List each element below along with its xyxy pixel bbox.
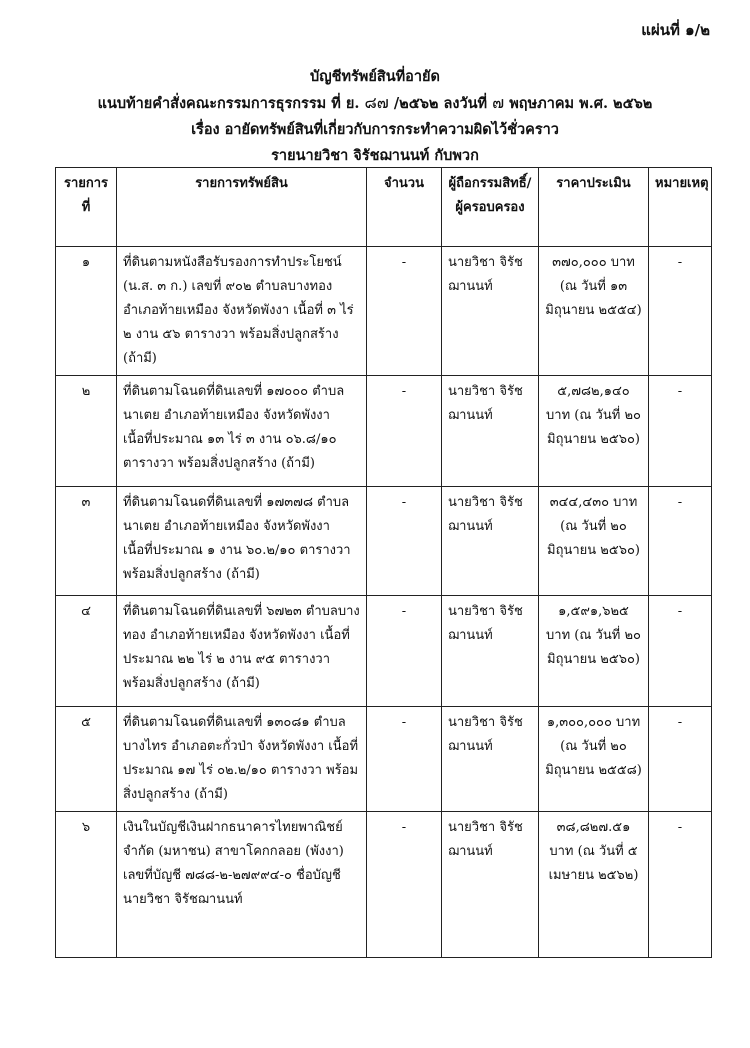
column-header-value: ราคาประเมิน [539,168,649,247]
cell-quantity: - [367,596,442,707]
cell-value: ๓๘,๘๒๗.๕๑ บาท (ณ วันที่ ๕ เมษายน ๒๕๖๒) [539,812,649,958]
cell-quantity: - [367,707,442,812]
cell-item: ที่ดินตามหนังสือรับรองการทำประโยชน์ (น.ส. ๓ ก.) เลขที่ ๙๐๒ ตำบลบางทอง อำเภอท้ายเหมือง จังหวัดพังงา เนื้อที่ ๓ ไร่ ๒ งาน ๕๖ ตารางวา พร้อมสิ่งปลูกสร้าง (ถ้ามี) [117,247,367,376]
order-year: /๒๕๖๒ ลงวันที่ [393,95,488,112]
case-name: รายนายวิชา จิรัชฌานนท์ กับพวก [271,147,479,164]
document-header [0,64,750,169]
cell-item: ที่ดินตามโฉนดที่ดินเลขที่ ๑๓๐๘๑ ตำบลบางไทร อำเภอตะกั่วป่า จังหวัดพังงา เนื้อที่ประมาณ ๑๗ ไร่ ๐๒.๒/๑๐ ตารางวา พร้อมสิ่งปลูกสร้าง (ถ้ามี) [117,707,367,812]
cell-quantity: - [367,812,442,958]
order-day: ๗ [492,93,505,112]
cell-remark: - [649,487,712,596]
cell-value: ๑,๓๐๐,๐๐๐ บาท (ณ วันที่ ๒๐ มิถุนายน ๒๕๕๘) [539,707,649,812]
document-subject: เรื่อง อายัดทรัพย์สินที่เกี่ยวกับการกระทำความผิดไว้ชั่วคราว [191,121,559,138]
cell-no: ๔ [56,596,117,707]
cell-value: ๓๔๔,๔๓๐ บาท (ณ วันที่ ๒๐ มิถุนายน ๒๕๖๐) [539,487,649,596]
table-header-row [56,168,712,247]
column-header-item: รายการทรัพย์สิน [117,168,367,247]
order-reference-line [0,90,750,117]
cell-item: ที่ดินตามโฉนดที่ดินเลขที่ ๑๗๐๐๐ ตำบลนาเตย อำเภอท้ายเหมือง จังหวัดพังงา เนื้อที่ประมาณ ๑๓ ไร่ ๓ งาน ๐๖.๘/๑๐ ตารางวา พร้อมสิ่งปลูกสร้าง (ถ้ามี) [117,376,367,487]
column-header-holder: ผู้ถือกรรมสิทธิ์/ผู้ครอบครอง [442,168,539,247]
cell-value: ๕,๗๘๒,๑๔๐ บาท (ณ วันที่ ๒๐ มิถุนายน ๒๕๖๐) [539,376,649,487]
cell-quantity: - [367,487,442,596]
cell-remark: - [649,812,712,958]
cell-quantity: - [367,376,442,487]
cell-item: ที่ดินตามโฉนดที่ดินเลขที่ ๖๗๒๓ ตำบลบางทอง อำเภอท้ายเหมือง จังหวัดพังงา เนื้อที่ประมาณ ๒๒ ไร่ ๒ งาน ๙๕ ตารางวา พร้อมสิ่งปลูกสร้าง (ถ้ามี) [117,596,367,707]
cell-remark: - [649,376,712,487]
column-header-quantity: จำนวน [367,168,442,247]
column-header-remark: หมายเหตุ [649,168,712,247]
table-row [56,707,712,812]
cell-no: ๒ [56,376,117,487]
order-month-year: พฤษภาคม พ.ศ. ๒๕๖๒ [509,95,653,112]
cell-holder: นายวิชา จิรัชฌานนท์ [442,487,539,596]
table-row [56,376,712,487]
cell-no: ๕ [56,707,117,812]
assets-table [55,167,712,958]
document-title: บัญชีทรัพย์สินที่อายัด [310,68,440,85]
cell-holder: นายวิชา จิรัชฌานนท์ [442,812,539,958]
cell-holder: นายวิชา จิรัชฌานนท์ [442,707,539,812]
table-row [56,487,712,596]
table-row [56,596,712,707]
cell-remark: - [649,596,712,707]
order-number: ๘๗ [364,93,389,112]
cell-value: ๓๗๐,๐๐๐ บาท (ณ วันที่ ๑๓ มิถุนายน ๒๕๕๔) [539,247,649,376]
cell-no: ๖ [56,812,117,958]
cell-no: ๑ [56,247,117,376]
cell-no: ๓ [56,487,117,596]
cell-remark: - [649,707,712,812]
cell-item: เงินในบัญชีเงินฝากธนาคารไทยพาณิชย์ จำกัด (มหาชน) สาขาโคกกลอย (พังงา) เลขที่บัญชี ๗๘๘-๒-๒๗๙๙๔-๐ ชื่อบัญชี นายวิชา จิรัชฌานนท์ [117,812,367,958]
table-row [56,812,712,958]
cell-holder: นายวิชา จิรัชฌานนท์ [442,596,539,707]
cell-item: ที่ดินตามโฉนดที่ดินเลขที่ ๑๗๓๗๘ ตำบลนาเตย อำเภอท้ายเหมือง จังหวัดพังงา เนื้อที่ประมาณ ๑ งาน ๖๐.๒/๑๐ ตารางวา พร้อมสิ่งปลูกสร้าง (ถ้ามี) [117,487,367,596]
column-header-no: รายการที่ [56,168,117,247]
cell-holder: นายวิชา จิรัชฌานนท์ [442,376,539,487]
table-row [56,247,712,376]
sheet-number: แผ่นที่ ๑/๒ [641,21,710,39]
cell-value: ๑,๕๙๑,๖๒๕ บาท (ณ วันที่ ๒๐ มิถุนายน ๒๕๖๐) [539,596,649,707]
cell-holder: นายวิชา จิรัชฌานนท์ [442,247,539,376]
cell-quantity: - [367,247,442,376]
order-prefix: แนบท้ายคำสั่งคณะกรรมการธุรกรรม ที่ ย. [97,95,360,112]
cell-remark: - [649,247,712,376]
